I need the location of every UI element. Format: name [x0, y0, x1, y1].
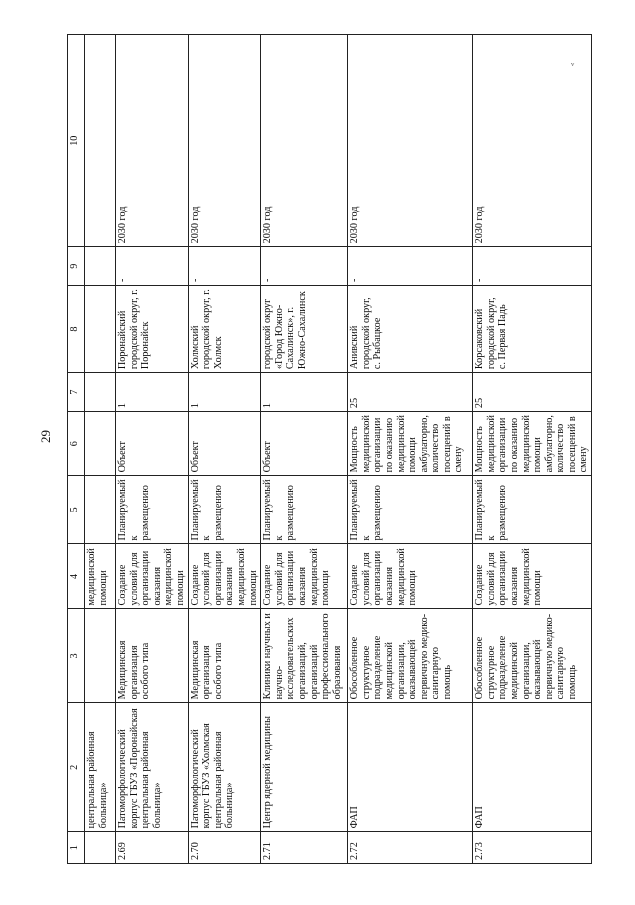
column-number: 2	[68, 703, 85, 832]
column-number: 3	[68, 609, 85, 703]
cell-year: 2030 год	[188, 35, 261, 247]
cell-status: Планируемый к размещению	[116, 476, 189, 544]
table-row	[116, 35, 189, 864]
cell-year: 2030 год	[473, 35, 592, 247]
cell-no: 2.70	[188, 832, 261, 864]
cell-value: 1	[188, 373, 261, 412]
cell-name: Патоморфологический корпус ГБУЗ «Поронайская центральная районная больница»	[116, 703, 189, 832]
cell-status: Планируемый к размещению	[348, 476, 473, 544]
column-number: 7	[68, 373, 85, 412]
cell-status: Планируемый к размещению	[188, 476, 261, 544]
column-number: 10	[68, 35, 85, 247]
cell-value: 25	[348, 373, 473, 412]
cell-characteristic	[85, 412, 116, 476]
cell-type: Обособленное структурное подразделение медицинской организации, оказывающей первичную медико-санитарную помощь	[348, 609, 473, 703]
cell-action: Создание условий для организации оказания медицинской помощи	[348, 544, 473, 609]
cell-no: 2.71	[261, 832, 348, 864]
cell-characteristic: Мощность медицинской организации по оказанию медицинской помощи амбулаторно, количество посещений в смену	[348, 412, 473, 476]
cell-action: Создание условий для организации оказания медицинской помощи	[473, 544, 592, 609]
cell-location: Поронайский городской округ, г. Поронайск	[116, 286, 189, 373]
cell-action: Создание условий для организации оказания медицинской помощи	[261, 544, 348, 609]
header-number-row	[68, 35, 85, 864]
cell-type	[85, 609, 116, 703]
cell-c9: -	[188, 247, 261, 286]
cell-action: медицинской помощи	[85, 544, 116, 609]
cell-name: ФАП	[473, 703, 592, 832]
cell-location	[85, 286, 116, 373]
cell-characteristic: Объект	[188, 412, 261, 476]
rotated-table-container	[67, 34, 590, 864]
margin-mark: ᵥ	[571, 56, 575, 68]
cell-no: 2.72	[348, 832, 473, 864]
cell-value: 1	[261, 373, 348, 412]
cell-no: 2.69	[116, 832, 189, 864]
facilities-table	[67, 34, 592, 864]
cell-value: 25	[473, 373, 592, 412]
cell-status: Планируемый к размещению	[473, 476, 592, 544]
cell-year: 2030 год	[261, 35, 348, 247]
cell-action: Создание условий для организации оказания медицинской помощи	[188, 544, 261, 609]
column-number: 8	[68, 286, 85, 373]
cell-status: Планируемый к размещению	[261, 476, 348, 544]
cell-status	[85, 476, 116, 544]
cell-characteristic: Объект	[116, 412, 189, 476]
table-row	[188, 35, 261, 864]
continuation-row	[85, 35, 116, 864]
table-row	[261, 35, 348, 864]
column-number: 6	[68, 412, 85, 476]
column-number: 1	[68, 832, 85, 864]
cell-type: Медицинская организация особого типа	[188, 609, 261, 703]
cell-no: 2.73	[473, 832, 592, 864]
cell-year	[85, 35, 116, 247]
cell-value	[85, 373, 116, 412]
cell-type: Клиники научных и научно-исследовательских организаций, организаций профессионального образования	[261, 609, 348, 703]
cell-characteristic: Мощность медицинской организации по оказанию медицинской помощи амбулаторно, количество посещений в смену	[473, 412, 592, 476]
cell-name: ФАП	[348, 703, 473, 832]
cell-c9	[85, 247, 116, 286]
cell-name: Патоморфологический корпус ГБУЗ «Холмская центральная районная больница»	[188, 703, 261, 832]
cell-no	[85, 832, 116, 864]
cell-value: 1	[116, 373, 189, 412]
cell-c9: -	[116, 247, 189, 286]
cell-characteristic: Объект	[261, 412, 348, 476]
cell-year: 2030 год	[116, 35, 189, 247]
cell-c9: -	[348, 247, 473, 286]
column-number: 9	[68, 247, 85, 286]
table-row	[348, 35, 473, 864]
cell-name: Центр ядерной медицины	[261, 703, 348, 832]
cell-action: Создание условий для организации оказания медицинской помощи	[116, 544, 189, 609]
cell-name: центральная районная больница»	[85, 703, 116, 832]
cell-location: Холмский городской округ, г. Холмск	[188, 286, 261, 373]
cell-type: Медицинская организация особого типа	[116, 609, 189, 703]
column-number: 5	[68, 476, 85, 544]
cell-location: Анивский городской округ, с. Рыбацкое	[348, 286, 473, 373]
cell-location: Корсаковский городской округ, с. Первая Падь	[473, 286, 592, 373]
page-number: 29	[38, 430, 53, 443]
column-number: 4	[68, 544, 85, 609]
cell-year: 2030 год	[348, 35, 473, 247]
cell-location: городской округ «Город Южно-Сахалинск», г. Южно-Сахалинск	[261, 286, 348, 373]
cell-c9: -	[261, 247, 348, 286]
cell-c9: -	[473, 247, 592, 286]
table-row	[473, 35, 592, 864]
cell-type: Обособленное структурное подразделение медицинской организации, оказывающей первичную медико-санитарную помощь	[473, 609, 592, 703]
